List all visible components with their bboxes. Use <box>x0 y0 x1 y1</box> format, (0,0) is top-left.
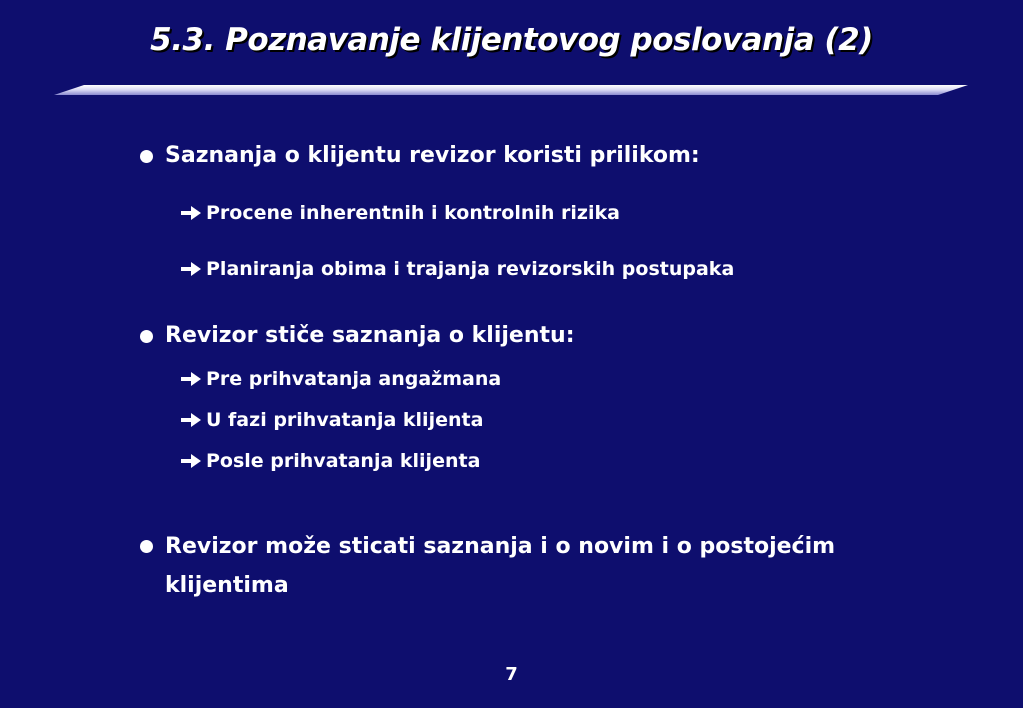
sub-bullet-2-2 <box>180 407 483 433</box>
bullet-dot-icon <box>140 330 153 343</box>
right-arrow-icon <box>180 412 202 428</box>
sub-bullet-2-3 <box>180 448 480 474</box>
right-arrow-icon <box>180 205 202 221</box>
sub-bullet-1-2 <box>180 256 734 282</box>
right-arrow-icon <box>180 261 202 277</box>
right-arrow-icon <box>180 453 202 469</box>
bullet-dot-icon <box>140 540 153 553</box>
sub-bullet-text: Pre prihvatanja angažmana <box>206 368 502 390</box>
bullet-3 <box>140 527 900 605</box>
bullet-3-text: Revizor može sticati saznanja i o novim i o postojećim klijentima <box>165 534 836 598</box>
slide-title: 5.3. Poznavanje klijentovog poslovanja (2) <box>150 22 873 58</box>
bullet-2 <box>140 320 900 352</box>
title-divider <box>54 84 968 96</box>
right-arrow-icon <box>180 371 202 387</box>
bullet-dot-icon <box>140 150 153 163</box>
sub-bullet-text: U fazi prihvatanja klijenta <box>206 409 484 431</box>
sub-bullet-text: Procene inherentnih i kontrolnih rizika <box>206 202 620 224</box>
bullet-1 <box>140 140 900 172</box>
sub-bullet-1-1 <box>180 200 620 226</box>
bullet-1-text: Saznanja o klijentu revizor koristi prilikom: <box>165 143 700 168</box>
page-number: 7 <box>505 664 518 685</box>
sub-bullet-text: Planiranja obima i trajanja revizorskih postupaka <box>206 258 735 280</box>
bullet-2-text: Revizor stiče saznanja o klijentu: <box>165 323 575 348</box>
sub-bullet-2-1 <box>180 366 501 392</box>
sub-bullet-text: Posle prihvatanja klijenta <box>206 450 481 472</box>
